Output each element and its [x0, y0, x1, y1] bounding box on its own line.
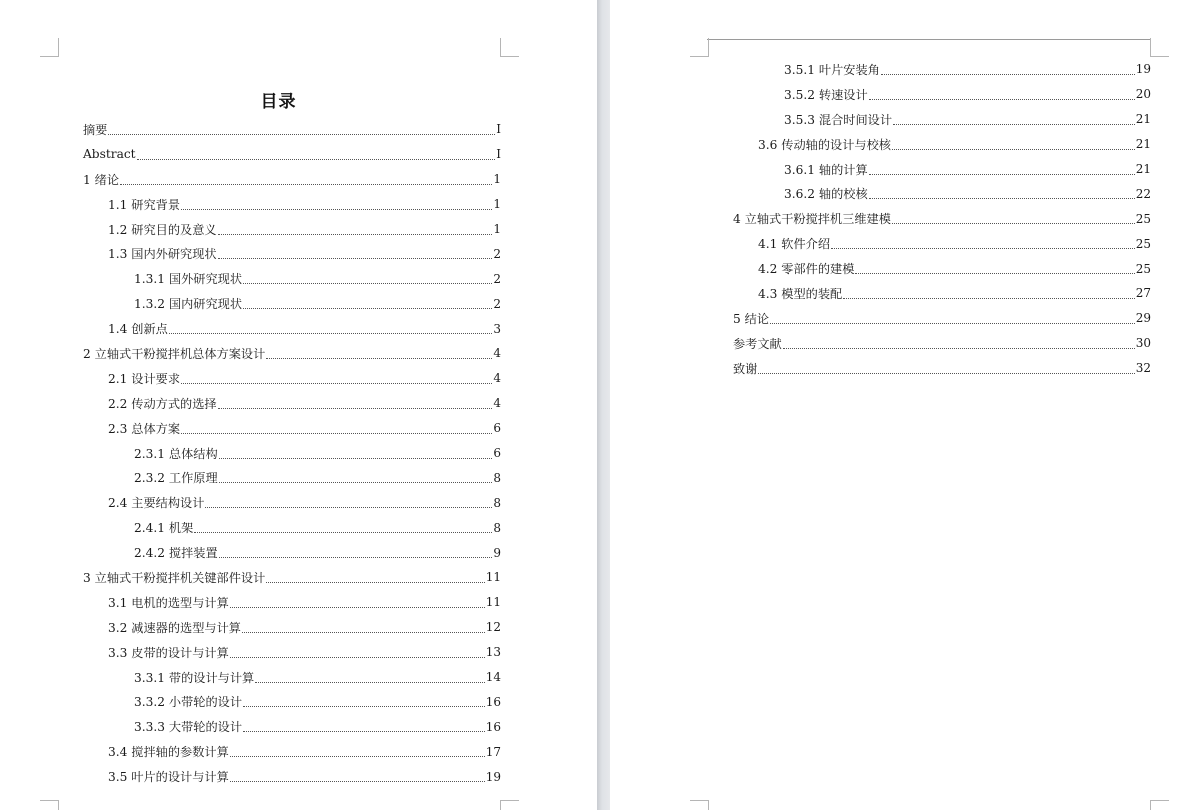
- toc-entry-label: 2.4.2 搅拌装置: [134, 546, 218, 561]
- toc-entry-label: 1.4 创新点: [108, 322, 168, 337]
- toc-entry[interactable]: [83, 142, 501, 167]
- dot-leader: [892, 223, 1135, 224]
- toc-entry-label: 3.5.2 转速设计: [784, 87, 868, 102]
- header-rule: [707, 39, 1151, 40]
- toc-entry-page: 32: [1135, 361, 1151, 376]
- toc-entry-page: 19: [1135, 62, 1151, 77]
- toc-entry-label: 1.2 研究目的及意义: [108, 222, 217, 237]
- toc-entry-label: 参考文献: [733, 336, 782, 351]
- toc-entry-page: 16: [485, 719, 501, 734]
- toc-entry-label: 4.2 零部件的建模: [758, 262, 855, 277]
- toc-entry-label: 致谢: [733, 361, 758, 376]
- toc-entry-label: 2.4 主要结构设计: [108, 496, 205, 511]
- toc-entry-label: 3.6.1 轴的计算: [784, 162, 868, 177]
- toc-entry[interactable]: [733, 181, 1151, 206]
- dot-leader: [205, 507, 492, 508]
- toc-entry[interactable]: [733, 356, 1151, 381]
- toc-entry-page: 21: [1135, 112, 1151, 127]
- toc-entry[interactable]: [733, 256, 1151, 281]
- toc-entry-page: 4: [493, 346, 501, 361]
- toc-entry-page: 1: [493, 222, 501, 236]
- toc-entry[interactable]: [733, 281, 1151, 306]
- dot-leader: [218, 408, 493, 409]
- toc-entry-label: 2.3 总体方案: [108, 421, 181, 436]
- toc-entry-label: 1 绪论: [83, 172, 120, 187]
- toc-entry[interactable]: [733, 57, 1151, 82]
- dot-leader: [219, 482, 493, 483]
- toc-entry-page: 22: [1135, 186, 1151, 201]
- toc-entry-page: 13: [485, 645, 501, 660]
- toc-entry-page: 11: [485, 570, 501, 585]
- toc-entry[interactable]: [83, 689, 501, 714]
- toc-entry-label: 2.3.2 工作原理: [134, 471, 218, 486]
- dot-leader: [243, 731, 485, 732]
- toc-entry-label: 3.3.2 小带轮的设计: [134, 695, 243, 710]
- toc-entry[interactable]: [83, 540, 501, 565]
- toc-entry[interactable]: [733, 231, 1151, 256]
- corner-mark: [1150, 800, 1169, 810]
- toc-entry-label: 3.5 叶片的设计与计算: [108, 770, 229, 785]
- toc-entry[interactable]: [83, 764, 501, 789]
- toc-entry-page: 25: [1135, 236, 1151, 251]
- page-gutter: [597, 0, 610, 810]
- dot-leader: [266, 582, 484, 583]
- dot-leader: [243, 283, 492, 284]
- toc-entry[interactable]: [83, 391, 501, 416]
- toc-entry-page: 25: [1135, 211, 1151, 226]
- toc-entry-label: 3.3.3 大带轮的设计: [134, 720, 243, 735]
- toc-entry-label: 1.1 研究背景: [108, 197, 181, 212]
- toc-entry[interactable]: [733, 157, 1151, 182]
- toc-entry[interactable]: [83, 490, 501, 515]
- toc-entry-page: 6: [493, 446, 501, 461]
- dot-leader: [181, 383, 492, 384]
- dot-leader: [893, 124, 1135, 125]
- corner-mark: [500, 38, 519, 57]
- dot-leader: [869, 198, 1135, 199]
- toc-entry[interactable]: [733, 132, 1151, 157]
- toc-entry-page: 21: [1135, 137, 1151, 152]
- toc-entry-page: 2: [493, 271, 501, 286]
- toc-entry[interactable]: [733, 306, 1151, 331]
- toc-title: 目录: [260, 92, 297, 112]
- toc-entry-label: 3.6.2 轴的校核: [784, 187, 868, 202]
- dot-leader: [242, 632, 485, 633]
- toc-entry-page: 12: [485, 620, 501, 635]
- corner-mark: [40, 800, 59, 810]
- toc-entry-page: 17: [485, 744, 501, 759]
- toc-entry-label: 2.3.1 总体结构: [134, 446, 218, 461]
- dot-leader: [855, 273, 1134, 274]
- toc-entry[interactable]: [733, 206, 1151, 231]
- toc-entry-label: 3.2 减速器的选型与计算: [108, 620, 241, 635]
- dot-leader: [783, 348, 1135, 349]
- toc-entry-page: 2: [493, 246, 501, 261]
- toc-entry[interactable]: [83, 416, 501, 441]
- toc-entry-label: 1.3 国内外研究现状: [108, 247, 217, 262]
- toc-entry-label: 2.4.1 机架: [134, 521, 194, 536]
- dot-leader: [230, 781, 485, 782]
- toc-entry[interactable]: [83, 366, 501, 391]
- dot-leader: [758, 373, 1134, 374]
- toc-entry-page: 4: [493, 396, 501, 411]
- toc-entry[interactable]: [733, 82, 1151, 107]
- dot-leader: [169, 333, 493, 334]
- toc-entry-page: 21: [1135, 162, 1151, 176]
- dot-leader: [892, 149, 1135, 150]
- toc-entry-label: Abstract: [83, 147, 136, 162]
- toc-entry-page: 8: [493, 495, 501, 510]
- toc-entry-label: 3.5.3 混合时间设计: [784, 112, 893, 127]
- toc-entry-page: 4: [493, 371, 501, 386]
- toc-entry-page: 1: [493, 197, 501, 212]
- toc-entry-label: 5 结论: [733, 311, 770, 326]
- toc-entry-page: 19: [485, 769, 501, 784]
- toc-entry-label: 4 立轴式干粉搅拌机三维建模: [733, 212, 891, 227]
- toc-entry-label: 3.6 传动轴的设计与校核: [758, 137, 891, 152]
- toc-entry[interactable]: [83, 714, 501, 739]
- toc-entry-page: 25: [1135, 261, 1151, 276]
- toc-entry-page: 20: [1135, 87, 1151, 102]
- dot-leader: [881, 74, 1135, 75]
- toc-entry[interactable]: [83, 565, 501, 590]
- toc-entry-page: 29: [1135, 311, 1151, 326]
- dot-leader: [219, 557, 493, 558]
- toc-entry-page: 6: [493, 421, 501, 436]
- toc-entry[interactable]: [83, 739, 501, 764]
- dot-leader: [243, 706, 485, 707]
- toc-entry-page: I: [496, 147, 501, 162]
- toc-entry[interactable]: [83, 266, 501, 291]
- toc-entry-page: 2: [493, 296, 501, 311]
- dot-leader: [230, 607, 485, 608]
- toc-entry-label: 2.2 传动方式的选择: [108, 396, 217, 411]
- dot-leader: [181, 209, 492, 210]
- corner-mark: [690, 800, 709, 810]
- toc-entry-page: 11: [485, 595, 501, 610]
- toc-list-right: [733, 57, 1151, 381]
- toc-entry[interactable]: [83, 615, 501, 640]
- toc-entry-page: 16: [485, 694, 501, 709]
- toc-entry-label: 2 立轴式干粉搅拌机总体方案设计: [83, 346, 266, 361]
- toc-entry[interactable]: [733, 107, 1151, 132]
- corner-mark: [40, 38, 59, 57]
- toc-entry-label: 3.4 搅拌轴的参数计算: [108, 745, 229, 760]
- corner-mark: [690, 38, 709, 57]
- dot-leader: [120, 184, 492, 185]
- toc-entry[interactable]: [83, 665, 501, 690]
- toc-entry-page: I: [496, 122, 501, 137]
- toc-entry-label: 摘要: [83, 122, 108, 137]
- dot-leader: [137, 159, 496, 160]
- toc-entry[interactable]: [83, 465, 501, 490]
- toc-entry[interactable]: [83, 515, 501, 540]
- dot-leader: [108, 134, 495, 135]
- toc-entry-page: 9: [493, 545, 501, 560]
- dot-leader: [218, 258, 493, 259]
- toc-entry-label: 4.1 软件介绍: [758, 237, 831, 252]
- toc-entry[interactable]: [83, 217, 501, 242]
- dot-leader: [230, 756, 485, 757]
- toc-entry-page: 14: [485, 670, 501, 685]
- dot-leader: [831, 248, 1135, 249]
- toc-entry-label: 1.3.2 国内研究现状: [134, 297, 243, 312]
- page-right: [610, 0, 1179, 810]
- toc-entry-page: 27: [1135, 286, 1151, 301]
- toc-entry-label: 3.3.1 带的设计与计算: [134, 670, 255, 685]
- toc-entry-label: 1.3.1 国外研究现状: [134, 272, 243, 287]
- toc-entry-label: 3.1 电机的选型与计算: [108, 595, 229, 610]
- toc-entry-page: 3: [493, 321, 501, 336]
- dot-leader: [243, 308, 492, 309]
- toc-entry-page: 8: [493, 520, 501, 535]
- toc-entry-page: 8: [493, 470, 501, 485]
- dot-leader: [869, 174, 1135, 175]
- dot-leader: [843, 298, 1135, 299]
- dot-leader: [219, 458, 493, 459]
- toc-entry[interactable]: [83, 192, 501, 217]
- toc-entry[interactable]: [83, 316, 501, 341]
- toc-entry[interactable]: [83, 640, 501, 665]
- toc-list-left: [83, 117, 501, 789]
- dot-leader: [194, 532, 492, 533]
- dot-leader: [869, 99, 1135, 100]
- toc-entry-label: 3 立轴式干粉搅拌机关键部件设计: [83, 570, 266, 585]
- dot-leader: [266, 358, 492, 359]
- toc-entry-label: 2.1 设计要求: [108, 371, 181, 386]
- toc-entry[interactable]: [83, 167, 501, 192]
- toc-entry[interactable]: [733, 331, 1151, 356]
- corner-mark: [1150, 38, 1169, 57]
- toc-entry-label: 4.3 模型的装配: [758, 286, 843, 301]
- dot-leader: [770, 323, 1135, 324]
- toc-entry[interactable]: [83, 341, 501, 366]
- dot-leader: [181, 433, 492, 434]
- toc-entry[interactable]: [83, 590, 501, 615]
- dot-leader: [230, 657, 485, 658]
- toc-entry-label: 3.3 皮带的设计与计算: [108, 645, 229, 660]
- toc-entry-label: 3.5.1 叶片安装角: [784, 62, 880, 77]
- toc-entry[interactable]: [83, 241, 501, 266]
- dot-leader: [218, 234, 493, 235]
- toc-entry-page: 1: [493, 172, 501, 187]
- toc-entry[interactable]: [83, 291, 501, 316]
- corner-mark: [500, 800, 519, 810]
- dot-leader: [255, 682, 485, 683]
- toc-entry-page: 30: [1135, 336, 1151, 351]
- toc-entry[interactable]: [83, 117, 501, 142]
- toc-entry[interactable]: [83, 441, 501, 466]
